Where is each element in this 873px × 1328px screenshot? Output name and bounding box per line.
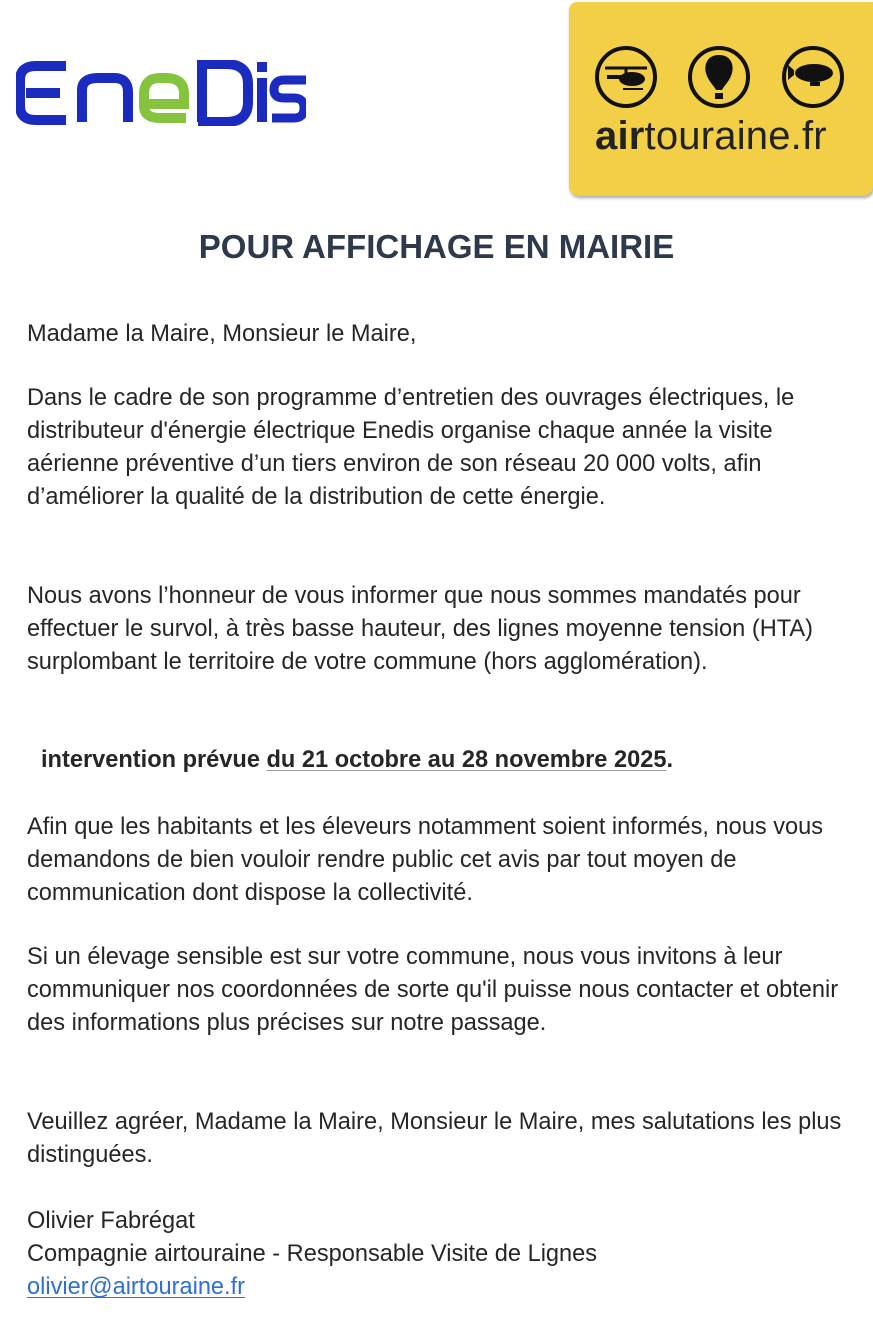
airship-icon: [784, 48, 842, 106]
intervention-dates-line: [41, 744, 871, 777]
signature-email-link[interactable]: olivier@airtouraine.fr: [27, 1274, 246, 1300]
signature-name: Olivier Fabrégat: [27, 1208, 195, 1234]
signature-role: Compagnie airtouraine - Responsable Visite de Lignes: [27, 1241, 598, 1267]
paragraph-overflight-notice: Nous avons l’honneur de vous informer que nous sommes mandatés pour effectuer le survol, à très basse hauteur, des lignes moyenne tension (HTA) surplombant le territoire de votre commune (hors agglomération).: [27, 583, 814, 675]
intervention-dates: du 21 octobre au 28 novembre 2025: [266, 747, 667, 773]
paragraph-maintenance-program: Dans le cadre de son programme d’entretien des ouvrages électriques, le distributeur d'énergie électrique Enedis organise chaque année la visite aérienne préventive d’un tiers environ de son réseau 20 000 volts, afin d’améliorer la qualité de la distribution de cette énergie.: [27, 385, 795, 510]
intervention-prefix: intervention prévue: [41, 747, 267, 773]
helicopter-icon: [597, 48, 655, 106]
airtouraine-logo: [569, 2, 873, 196]
balloon-icon: [690, 48, 748, 106]
document-title: POUR AFFICHAGE EN MAIRIE: [198, 228, 675, 265]
air-icons: [595, 42, 845, 112]
paragraph-public-notice-request: Afin que les habitants et les éleveurs notamment soient informés, nous vous demandons de bien vouloir rendre public cet avis par tout moyen de communication dont dispose la collectivité.: [27, 814, 824, 906]
salutation: Madame la Maire, Monsieur le Maire,: [27, 321, 417, 347]
paragraph-livestock-contact: Si un élevage sensible est sur votre commune, nous vous invitons à leur communiquer nos coordonnées de sorte qu'il puisse nous contacter et obtenir des informations plus précises sur notre passage.: [27, 944, 839, 1036]
intervention-suffix: .: [666, 747, 674, 773]
enedis-logo: [16, 60, 306, 126]
airtouraine-wordmark: [595, 114, 827, 159]
signature-block: [27, 1205, 857, 1304]
airtouraine-wordmark-regular: touraine.fr: [644, 114, 827, 158]
closing-formula: Veuillez agréer, Madame la Maire, Monsieur le Maire, mes salutations les plus distinguées.: [27, 1109, 842, 1168]
airtouraine-wordmark-bold: air: [595, 114, 645, 158]
